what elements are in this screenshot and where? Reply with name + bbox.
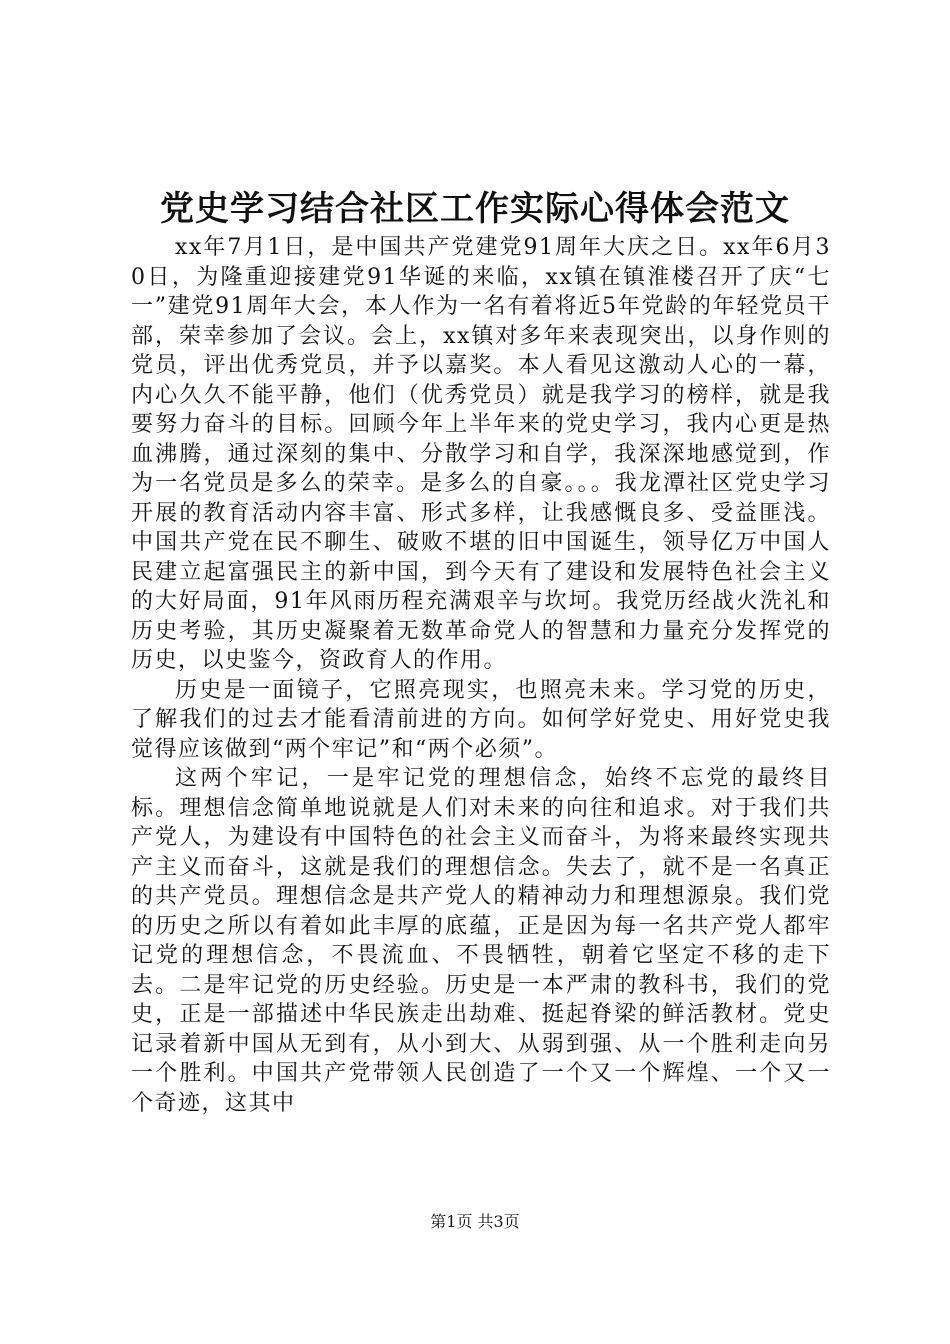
document-body [131, 233, 831, 1118]
document-title: 党史学习结合社区工作实际心得体会范文 [160, 189, 790, 229]
paragraph-1: xx年7月1日，是中国共产党建党91周年大庆之日。xx年6月30日，为隆重迎接建党91华诞的来临，xx镇在镇淮楼召开了庆“七一”建党91周年大会，本人作为一名有着将近5年党龄的年轻党员干部，荣幸参加了会议。会上，xx镇对多年来表现突出，以身作则的党员，评出优秀党员，并予以嘉奖。本人看见这激动人心的一幕，内心久久不能平静，他们（优秀党员）就是我学习的榜样，就是我要努力奋斗的目标。回顾今年上半年来的党史学习，我内心更是热血沸腾，通过深刻的集中、分散学习和自学，我深深地感觉到，作为一名党员是多么的荣幸。是多么的自豪。。。我龙潭社区党史学习开展的教育活动内容丰富、形式多样，让我感慨良多、受益匪浅。中国共产党在民不聊生、破败不堪的旧中国诞生，领导亿万中国人民建立起富强民主的新中国，到今天有了建设和发展特色社会主义的大好局面，91年风雨历程充满艰辛与坎坷。我党历经战火洗礼和历史考验，其历史凝聚着无数革命党人的智慧和力量充分发挥党的历史，以史鉴今，资政育人的作用。 [131, 235, 831, 673]
paragraph-2: 历史是一面镜子，它照亮现实，也照亮未来。学习党的历史，了解我们的过去才能看清前进的方向。如何学好党史、用好党史我觉得应该做到“两个牢记”和“两个必须”。 [131, 677, 831, 762]
paragraph-3: 这两个牢记，一是牢记党的理想信念，始终不忘党的最终目标。理想信念简单地说就是人们对未来的向往和追求。对于我们共产党人，为建设有中国特色的社会主义而奋斗，为将来最终实现共产主义而奋斗，这就是我们的理想信念。失去了，就不是一名真正的共产党员。理想信念是共产党人的精神动力和理想源泉。我们党的历史之所以有着如此丰厚的底蕴，正是因为每一名共产党人都牢记党的理想信念，不畏流血、不畏牺牲，朝着它坚定不移的走下去。二是牢记党的历史经验。历史是一本严肃的教科书，我们的党史，正是一部描述中华民族走出劫难、挺起脊梁的鲜活教材。党史记录着新中国从无到有，从小到大、从弱到强、从一个胜利走向另一个胜利。中国共产党带领人民创造了一个又一个辉煌、一个又一个奇迹，这其中 [131, 766, 831, 1116]
page-number-footer: 第1页 共3页 [430, 1212, 520, 1231]
